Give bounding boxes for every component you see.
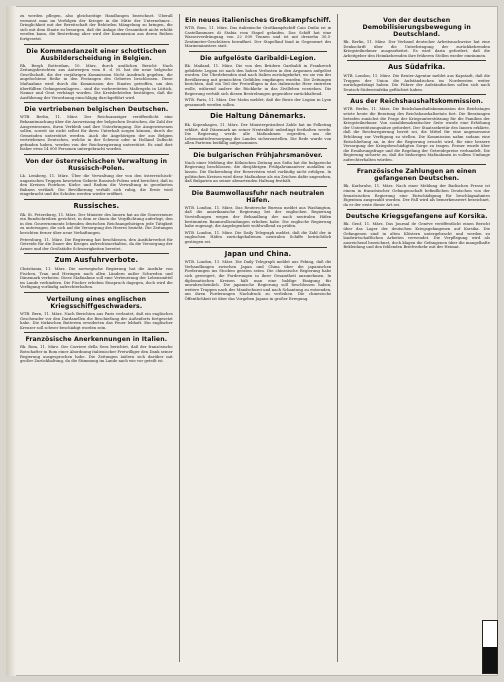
article-headline: Russisches. (73, 202, 120, 211)
article-headline: Ein neues italienisches Großkampfschiff. (185, 17, 331, 24)
article-headline: Die Haltung Dänemarks. (210, 112, 306, 121)
section-divider (347, 164, 486, 165)
article-paragraph: Christiania, 11. März. Die norwegische Regierung hat die Ausfuhr von Fischen, Tran und Heringen nach allen Ländern außer Schweden und Dänemark verboten. Diese Maßnahme soll eine Verteuerung der Lebensmittel im Lande verhindern. Die Fischer erheben Einspruch dagegen, doch wird die Verfügung vorläufig aufrechterhalten. (20, 265, 173, 290)
section-divider (347, 209, 486, 210)
section-divider (24, 253, 169, 254)
article-paragraph: WTB. Rom, 11. März. Das italienische Großkampfschiff Caio Duilio ist in Castellammare di Stabia vom Stapel gelaufen. Das Schiff hat eine Wasserverdrängung von 22 000 Tonnen und ist mit dreizehn 30,5-Zentimeter-Geschützen bewaffnet. Der Stapellauf fand in Gegenwart des Marineministers statt. (184, 25, 332, 49)
binding-gutter (6, 6, 16, 676)
section-divider (189, 186, 328, 187)
column-1 (20, 14, 173, 662)
article-headline: Die aufgelöste Garibaldi-Legion. (199, 54, 317, 62)
article-headline: Die Kommandanzeit einer schottischen Ausbilderscheidung in Belgien. (26, 47, 167, 62)
section-divider (189, 109, 328, 110)
article-paragraph: WTB. Bern, 11. März. Nach Berichten aus Paris verlautet, daß ein englisches Geschwader vor den Dardanellen die Beschießung der Außenforts fortgesetzt habe. Die türkischen Batterien erwiderten das Feuer lebhaft. Ein englischer Kreuzer soll schwer beschädigt worden sein. (20, 310, 173, 330)
article-paragraph: WTB. Berlin, 11. März. Die Reichshaushaltskommission des Reichstages setzte heute die Beratung des Reichshaushaltsetats fort. Die Beratungen betrafen zunächst die Frage der Kriegsunterstützung für die Familien der Kriegsteilnehmer. Von sozialdemokratischer Seite wurde eine Erhöhung der Unterstützungssätze gefordert. Der Staatssekretär des Innern erklärte, daß die Reichsregierung bereit sei, die Mittel für eine angemessene Erhöhung zur Verfügung zu stellen. Die Kommission nahm sodann eine Entschließung an, in der die Regierung ersucht wird, für eine bessere Versorgung der Kriegsbeschädigten Sorge zu tragen. Ferner wurde über die Ernährungsfrage und die Regelung der Getreidepreise verhandelt. Die Regierung sicherte zu, daß die bisherigen Maßnahmen in vollem Umfange aufrechterhalten würden. (343, 106, 490, 162)
article-headline: Die vertriebenen belgischen Deutschen. (24, 106, 169, 114)
section-divider (24, 102, 169, 103)
article-paragraph: Lk. Lemberg, 11. März. Über die Verwaltung der von den österreichisch-ungarischen Truppen besetzten Gebiete Russisch-Polens wird berichtet, daß in den Kreisen Piotrkow, Kielce und Radom die Verwaltung in geordneten Bahnen verläuft. Die Bevölkerung verhält sich ruhig, die Ernte wird eingebracht und die Schulen werden wieder eröffnet. (20, 173, 173, 197)
section-divider (189, 148, 328, 149)
section-divider (189, 51, 328, 52)
article-paragraph: Petersburg, 11. März. Die Regierung hat beschlossen, den Ausfuhrverbot für Getreide für die Dauer des Krieges aufrechtzuerhalten, da die Versorgung der Armee und der Großstädte Schwierigkeiten bereitet. (20, 236, 173, 251)
color-calibration-strip (482, 620, 498, 674)
section-divider (24, 199, 169, 200)
article-paragraph: Rk. St. Petersburg, 11. März. Der Minister des Innern hat an die Gouverneure ein Rundschreiben gerichtet, in dem er ihnen die Verpflichtung auferlegt, den in den Gouvernements lebenden deutschen Reichsangehörigen jede Tätigkeit zu untersagen, die sich auf die Versorgung des Heeres bezieht. Die Zeitungen berichten ferner über neue Verhaftungen. (20, 211, 173, 235)
article-headline: Von der deutschen Demobilisierungsbewegung in Deutschland. (362, 17, 471, 38)
column-3 (337, 14, 490, 662)
article-paragraph: Rk. Bergh Rotterdam, 10. März, durch amtlichen Bericht: Nach Zeitungsberichten aus Antwerpen vom 8. d. M. hat die neue belgische Gesellschaft, die der vorjährigen Kommission Nicht Ausdruck gegeben, die angefochtene Reihe in den Festungen des Gebietes beschlossen. Diese Maßnahme wird durch die Kommission des Staates getroffen, um den überfüllten Gefangenenlagern... sind die vorbereiteten Maßregeln in Lüttich, Namur und Gent verhängt worden. Die Kreisbehörden bestätigen, daß die Ausführung der Verordnung einschlägig durchgeführt wird. (20, 62, 173, 100)
column-grid (20, 14, 490, 662)
article-paragraph: Rk. Kopenhagen, 11. März. Der Ministerpräsident Zahle hat im Folketing erklärt, daß Dänemark an seiner Neutralität unbedingt festhalten werde. Die Regierung werde alle Maßnahmen ergreifen, um die Lebensmittelversorgung des Landes sicherzustellen. Die Rede wurde von allen Parteien beifällig aufgenommen. (184, 121, 332, 146)
article-headline: Zum Ausfuhrverbote. (54, 256, 139, 265)
article-paragraph: Rk. Karlsruhe, 11. März. Nach einer Meldung der Badischen Presse ist einem in französischer Gefangenschaft befindlichen Deutschen von der französischen Regierung eine Entschädigung für beschlagnahmtes Eigentum ausgezahlt worden. Der Fall wird als bemerkenswert bezeichnet, da er der erste dieser Art sei. (343, 183, 490, 207)
article-paragraph: WTB. London, 11. März. Das Reutersche Bureau meldet aus Washington, daß die amerikanische Regierung bei der englischen Regierung Vorstellungen wegen der Behandlung der nach neutralen Häfen bestimmten Baumwollsendungen erhoben habe. Die englische Regierung habe zugesagt, die Angelegenheit wohlwollend zu prüfen. (184, 204, 332, 229)
article-headline: Die Baumwollausfuhr nach neutralen Häfen. (191, 189, 325, 204)
article-paragraph: WTB. London, 11. März. Die Daily Telegraph meldet aus Peking, daß die Verhandlungen zwischen Japan und China über die japanischen Forderungen ins Stocken geraten seien. Die chinesische Regierung habe sich geweigert, die Forderungen in ihrer Gesamtheit anzunehmen. In diplomatischen Kreisen hält man eine baldige Einigung für unwahrscheinlich. Die japanische Regierung soll beschlossen haben, weitere Truppen nach der Mandschurei und nach Schantung zu entsenden, um ihren Forderungen Nachdruck zu verleihen. Die chinesische Öffentlichkeit ist über das Vorgehen Japans in großer Erregung. (184, 259, 332, 301)
article-paragraph: Nach einer Meldung der Kölnischen Zeitung aus Sofia hat die bulgarische Regierung beschlossen, die diesjährigen Frühjahrsmanöver ausfallen zu lassen. Die Einberufung der Reservisten wird vorläufig nicht erfolgen. In politischen Kreisen wird diese Maßnahme als ein Zeichen dafür angesehen, daß Bulgarien an seiner abwartenden Haltung festhält. (184, 159, 332, 184)
section-divider (24, 44, 169, 45)
article-paragraph: WTB. Paris, 11. März. Der Matin meldet, daß die Reste der Legion in Lyon gesammelt werden sollen. (184, 97, 332, 107)
article-paragraph: zu werden pflegen, also gleichzeitige Handlungen bezeichnet. Überall vermisst man im Verfolgen der Krieger in die Mitte der Unternehmer... Dringlichkeit mit der Bereitschaft der Behörden Mängelung zu bringen, die sich mit dem Staate zu besorgen, daß die Anlage der Gesamtheit nicht erhöht werden kann, die Bestrebung aber wird der Kommission aus deren Reihen fortgesetzt. (20, 14, 173, 41)
article-paragraph: Rk. Mailand, 11. März. Die von den Brüdern Garibaldi in Frankreich gebildete Legion ist nach den hohen Verlusten in den Argonnen aufgelöst worden. Die Überlebenden sind nach Italien zurückgekehrt, wo sie von der Bevölkerung mit gemischten Gefühlen empfangen wurden. Die Zeitungen berichten, daß ein Teil der Freiwilligen in das italienische Heer eintreten wolle, während andere die Rückkehr in das Zivilleben vorziehen. Die Regierung verhält sich diesen Bestrebungen gegenüber zurückhaltend. (184, 62, 332, 96)
article-paragraph: Rk. Genf, 11. März. Das Journal de Genève veröffentlicht einen Bericht über das Lager der deutschen Kriegsgefangenen auf Korsika. Die Gefangenen sind in alten Klöstern untergebracht und werden zu landwirtschaftlichen Arbeiten verwendet. Die Verpflegung wird als ausreichend bezeichnet, doch klagen die Gefangenen über die mangelhafte Bekleidung und den fehlenden Briefverkehr mit der Heimat. (343, 221, 490, 250)
article-headline: Deutsche Kriegsgefangene auf Korsika. (345, 213, 488, 221)
article-headline: Französische Zahlungen an einen gefangenen Deutschen. (356, 168, 477, 183)
section-divider (347, 94, 486, 95)
section-divider (347, 60, 486, 61)
article-headline: Von der österreichischen Verwaltung in Russisch-Polen. (25, 158, 168, 173)
section-divider (24, 292, 169, 293)
article-paragraph: Rk. Rom, 11. März. Der Corriere della Sera berichtet, daß der französische Botschafter in Rom einer Abordnung italienischer Freiwilliger den Dank seiner Regierung ausgesprochen habe. Die Zeitungen äußern sich darüber mit großer Zurückhaltung, da die Stimmung im Lande nach wie vor geteilt ist. (20, 344, 173, 364)
newspaper-page (6, 6, 498, 676)
article-paragraph: WTB. Berlin, 11. März. Der Reichsanzeiger veröffentlicht eine Bekanntmachung über die Ausweisung der belgischen Deutschen, die Zahl der Ausgewiesenen, ihren Verbleib und ihre Unterbringung. Die Ausgewiesenen sollen, soweit sie nicht selbst für ihren Unterhalt sorgen können, durch die Gemeinden unterstützt werden. Auch die Angehörigen der aus Belgien vertriebenen Deutschen, welche in der Schweiz oder in Holland Zuflucht gefunden haben, werden von der Reichsregierung unterstützt. Es sind dort bisher etwa 14 000 Personen untergebracht worden. (20, 114, 173, 152)
column-2 (179, 14, 332, 662)
section-divider (24, 154, 169, 155)
article-headline: Aus Südafrika. (387, 63, 446, 72)
article-paragraph: Rk. Berlin, 11. März. Der Verband deutscher Arbeitsnachweise hat eine Denkschrift über die Unterbringung der zurückkehrenden Kriegsteilnehmer ausgearbeitet. Es wird darin gefordert, daß die Arbeitgeber den Heimkehrenden ihre früheren Stellen wieder einräumen. (343, 39, 490, 58)
article-headline: Japan und China. (224, 249, 292, 258)
article-paragraph: WTB. London, 11. März. Die Daily Telegraph meldet, daß die Zahl der in englischen Häfen zurückgehaltenen neutralen Schiffe beträchtlich gestiegen sei. (184, 229, 332, 244)
article-headline: Verteilung eines englischen Kriegsschiffgeschwaders. (46, 295, 147, 310)
article-headline: Die bulgarischen Frühjahrsmanöver. (193, 151, 323, 159)
article-headline: Französische Anerkennungen in Italien. (25, 336, 168, 344)
article-paragraph: WTB. London, 11. März. Die Reuter-Agentur meldet aus Kapstadt, daß die Truppen der Union die Aufständischen im Nordwesten weiter zurückgedrängt haben. Die Führer der Aufständischen sollen sich nach Deutsch-Südwestafrika geflüchtet haben. (343, 72, 490, 92)
article-headline: Aus der Reichshaushaltskommission. (350, 98, 484, 106)
section-divider (24, 332, 169, 333)
section-divider (189, 247, 328, 248)
